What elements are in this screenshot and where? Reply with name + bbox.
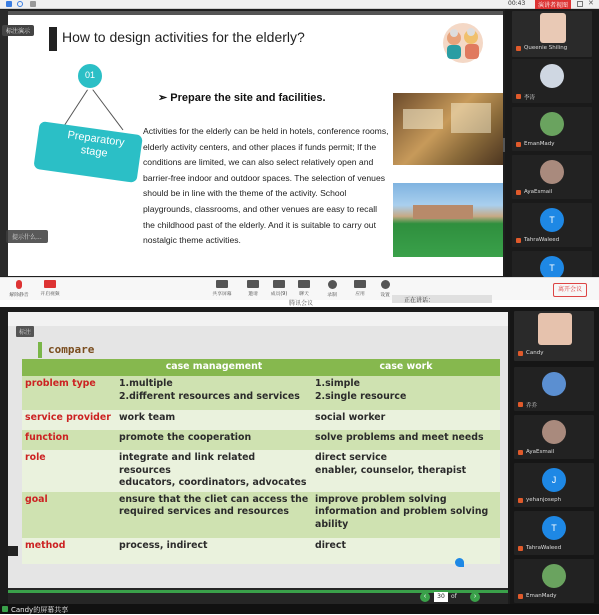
participant-name: AyaEsmail: [526, 449, 555, 455]
slide-progress: [8, 590, 508, 593]
participant-tile[interactable]: [512, 11, 592, 57]
avatar: [542, 420, 566, 444]
apps-button[interactable]: 应用: [343, 280, 377, 300]
info-icon[interactable]: [17, 1, 23, 7]
participant-tile[interactable]: [512, 251, 592, 277]
close-icon[interactable]: ✕: [588, 0, 594, 7]
participant-name: AyaEsmail: [524, 189, 553, 195]
avatar: T: [540, 208, 564, 232]
avatar: J: [542, 468, 566, 492]
participant-tile[interactable]: [514, 463, 594, 507]
mic-muted-icon: [518, 402, 523, 407]
window-time: 00:43: [508, 0, 526, 7]
members-icon: [273, 280, 285, 288]
slide-bottom: [8, 312, 508, 588]
start-video-button[interactable]: 开启视频: [33, 280, 67, 300]
mic-muted-icon: [518, 594, 523, 599]
annotation-tab[interactable]: 标注: [16, 326, 34, 337]
signal-icon: [30, 1, 36, 7]
cursor-marker: [455, 558, 464, 567]
slide-controls: [8, 588, 508, 604]
stage-number: 01: [84, 70, 95, 80]
microphone-icon: [16, 280, 22, 289]
case-management-cell: promote the cooperation: [116, 430, 312, 450]
unmute-button[interactable]: 解除静音: [2, 280, 36, 300]
page-of-label: of: [451, 593, 457, 600]
participant-tile[interactable]: [514, 511, 594, 555]
table-row: [22, 430, 500, 450]
compare-table: [22, 359, 500, 564]
settings-button[interactable]: 设置: [368, 280, 402, 300]
title-accent-bar: [38, 342, 42, 358]
case-management-cell: ensure that the cliet can access the required services and resources: [116, 492, 312, 538]
mic-muted-icon: [516, 94, 521, 99]
mic-muted-icon: [518, 351, 523, 356]
participant-name: 乔乔: [526, 403, 538, 409]
connector-line-left: [64, 86, 90, 126]
case-work-cell: improve problem solving information and problem solving ability: [312, 492, 500, 538]
invite-icon: [247, 280, 259, 288]
menu-icon[interactable]: [8, 546, 18, 556]
table-header-blank: [22, 359, 116, 376]
avatar: T: [542, 516, 566, 540]
participant-tile[interactable]: [512, 59, 592, 103]
table-row: [22, 410, 500, 430]
participant-name: 李涛: [524, 95, 536, 101]
record-button[interactable]: 录制: [315, 280, 349, 300]
slide-top: [8, 11, 503, 276]
leave-meeting-button[interactable]: 离开会议: [553, 283, 587, 297]
case-work-cell: social worker: [312, 410, 500, 430]
row-label: method: [22, 538, 116, 564]
arrow-bullet-icon: ➢: [158, 92, 171, 104]
mic-muted-icon: [518, 546, 523, 551]
row-label: service provider: [22, 410, 116, 430]
avatar: [540, 160, 564, 184]
mic-muted-icon: [516, 190, 521, 195]
participant-video: [540, 13, 566, 43]
participant-name: yehanjoseph: [526, 497, 562, 503]
mic-muted-icon: [516, 238, 521, 243]
share-footer: [0, 604, 599, 614]
avatar: [542, 564, 566, 588]
row-label: function: [22, 430, 116, 450]
row-label: role: [22, 450, 116, 492]
participant-name: TahraWaleed: [524, 237, 560, 243]
meeting-toolbar: [0, 277, 599, 307]
table-header: case management: [116, 359, 312, 376]
connector-line-right: [90, 86, 123, 130]
participant-tile[interactable]: [512, 203, 592, 247]
section-heading-text: Prepare the site and facilities.: [170, 92, 326, 104]
case-management-cell: process, indirect: [116, 538, 312, 564]
slide-body-text: Activities for the elderly can be held in hotels, conference rooms, elderly activity centers, and other places if funds permit; If the conditions are limited, we can also select relatively open and barrier-free indoor and outdoor spaces. The selection of venues should be in line with the theme of the activity. School playgrounds, classrooms, and other venues are easy to recall the childhood past of the elderly. And it is suitable to carry out nostalgic theme activities.: [143, 126, 389, 246]
table-header: case work: [312, 359, 500, 376]
participant-name: Candy: [526, 350, 544, 356]
elderly-couple-illustration: [435, 21, 491, 65]
avatar: [540, 64, 564, 88]
participant-tile[interactable]: [512, 107, 592, 151]
mic-muted-icon: [518, 498, 523, 503]
table-row: [22, 376, 500, 410]
avatar: [542, 372, 566, 396]
participant-tile[interactable]: [514, 311, 594, 361]
prev-slide-button[interactable]: ‹: [420, 592, 430, 602]
meeting-app-name: 腾讯会议: [289, 300, 314, 307]
title-accent-bar: [49, 27, 57, 51]
gear-icon: [381, 280, 390, 289]
screen-share-icon: [2, 606, 8, 612]
table-row: [22, 492, 500, 538]
participant-name: EmanMady: [524, 141, 555, 147]
stage-label: Preparatory stage: [66, 129, 126, 160]
camera-icon: [44, 280, 56, 288]
school-playground-photo: [393, 183, 503, 257]
speaking-indicator: [392, 295, 492, 303]
indoor-venue-photo: [393, 93, 503, 165]
table-row: [22, 450, 500, 492]
row-label: goal: [22, 492, 116, 538]
table-header-row: [22, 359, 500, 376]
case-work-cell: direct: [312, 538, 500, 564]
presenter-view-badge[interactable]: 演讲者视图: [535, 0, 571, 9]
table-row: [22, 538, 500, 564]
participant-list-top: [505, 9, 599, 291]
share-screen-icon: [216, 280, 228, 288]
case-work-cell: 1.simple 2.single resource: [312, 376, 500, 410]
participant-tile[interactable]: [514, 559, 594, 603]
case-management-cell: 1.multiple 2.different resources and services: [116, 376, 312, 410]
slide-top-strip: [8, 312, 508, 326]
participant-video: [538, 313, 572, 345]
mic-muted-icon: [516, 46, 521, 51]
share-screen-button[interactable]: 共享屏幕: [205, 280, 239, 300]
case-management-cell: work team: [116, 410, 312, 430]
case-management-cell: integrate and link related resources educators, coordinators, advocates: [116, 450, 312, 492]
chat-button[interactable]: 聊天: [287, 280, 321, 300]
maximize-icon[interactable]: [577, 1, 583, 7]
avatar: [540, 112, 564, 136]
record-icon: [328, 280, 337, 289]
case-work-cell: solve problems and meet needs: [312, 430, 500, 450]
row-label: problem type: [22, 376, 116, 410]
participant-name: EmanMady: [526, 593, 557, 599]
slide-title: How to design activities for the elderly?: [62, 29, 305, 45]
participant-tile[interactable]: [514, 415, 594, 459]
slide-top-border: [8, 11, 503, 15]
floating-chip[interactable]: 提示什么...: [6, 230, 48, 243]
avatar: T: [540, 256, 564, 280]
mic-muted-icon: [516, 142, 521, 147]
app-icon: [6, 1, 12, 7]
title-bar: [0, 0, 599, 9]
participant-name: Queenie Shiling: [524, 45, 568, 51]
section-heading: [158, 91, 326, 104]
members-button[interactable]: 成员(9): [262, 280, 296, 300]
mic-muted-icon: [518, 450, 523, 455]
next-slide-button[interactable]: ›: [470, 592, 480, 602]
invite-button[interactable]: 邀请: [236, 280, 270, 300]
participant-name: TahraWaleed: [526, 545, 562, 551]
speaking-label: 正在讲话：: [404, 297, 435, 304]
annotation-tab[interactable]: 标注演示: [2, 25, 34, 36]
apps-icon: [354, 280, 366, 288]
participant-tile[interactable]: [514, 367, 594, 411]
chat-icon: [298, 280, 310, 288]
participant-tile[interactable]: [512, 155, 592, 199]
case-work-cell: direct service enabler, counselor, therapist: [312, 450, 500, 492]
share-label: Candy的屏幕共享: [11, 606, 69, 614]
slide-title: compare: [48, 343, 95, 356]
page-number-input[interactable]: 30: [434, 592, 448, 602]
participant-list-bottom: [510, 307, 599, 614]
